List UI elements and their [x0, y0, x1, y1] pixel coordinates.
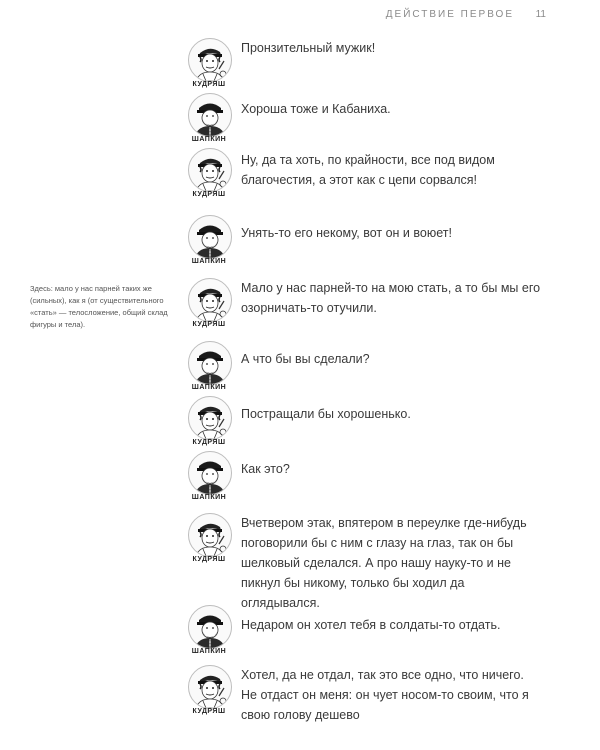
speaker-name: ШАПКИН	[191, 648, 227, 655]
shapkin-portrait-icon	[188, 215, 232, 259]
speaker-name: ШАПКИН	[191, 384, 227, 391]
kudryash-portrait-icon	[188, 513, 232, 557]
kudryash-portrait-icon	[188, 38, 232, 82]
kudryash-portrait-icon	[188, 278, 232, 322]
dialogue-line: Унять-то его некому, вот он и воюет!	[241, 226, 452, 240]
shapkin-portrait-icon	[188, 605, 232, 649]
kudryash-portrait-icon	[188, 665, 232, 709]
dialogue-line: Постращали бы хорошенько.	[241, 407, 411, 421]
shapkin-portrait-icon	[188, 93, 232, 137]
speaker-name: КУДРЯШ	[192, 81, 226, 88]
shapkin-portrait-icon	[188, 451, 232, 495]
speaker-name: КУДРЯШ	[192, 556, 226, 563]
running-title: ДЕЙСТВИЕ ПЕРВОЕ	[385, 9, 514, 20]
speaker-name: КУДРЯШ	[192, 321, 226, 328]
dialogue-line: Ну, да та хоть, по крайности, все под видом благочестия, а этот как с цепи сорвался!	[241, 153, 495, 187]
dialogue-line: Хороша тоже и Кабаниха.	[241, 102, 391, 116]
dialogue-line: Мало у нас парней-то на мою стать, а то бы мы его озорничать-то отучили.	[241, 281, 541, 315]
speaker-name: КУДРЯШ	[192, 191, 226, 198]
speaker-name: ШАПКИН	[191, 494, 227, 501]
speaker-name: ШАПКИН	[191, 258, 227, 265]
speaker-name: ШАПКИН	[191, 136, 227, 143]
shapkin-portrait-icon	[188, 341, 232, 385]
speaker-name: КУДРЯШ	[192, 708, 226, 715]
dialogue-line: А что бы вы сделали?	[241, 352, 370, 366]
dialogue-line: Пронзительный мужик!	[241, 41, 376, 55]
sidenote: Здесь: мало у нас парней таких же (сильных), как я (от существительного «стать» — телосложение, общий склад фигуры и тела).	[30, 284, 168, 329]
dialogue-line: Недаром он хотел тебя в солдаты-то отдать.	[241, 618, 501, 632]
dialogue-line: Вчетвером этак, впятером в переулке где-нибудь поговорили бы с ним с глазу на глаз, так он бы шелковый сделался. А про нашу науку-то и не пикнул бы никому, только бы ходил да оглядывался.	[241, 516, 527, 610]
dialogue-line: Как это?	[241, 462, 290, 476]
kudryash-portrait-icon	[188, 148, 232, 192]
speaker-name: КУДРЯШ	[192, 439, 226, 446]
kudryash-portrait-icon	[188, 396, 232, 440]
page-header	[0, 8, 592, 24]
page-number: 11	[535, 9, 546, 20]
dialogue-line: Хотел, да не отдал, так это все одно, что ничего. Не отдаст он меня: он чует носом-то своим, что я свою голову дешево	[241, 668, 529, 722]
